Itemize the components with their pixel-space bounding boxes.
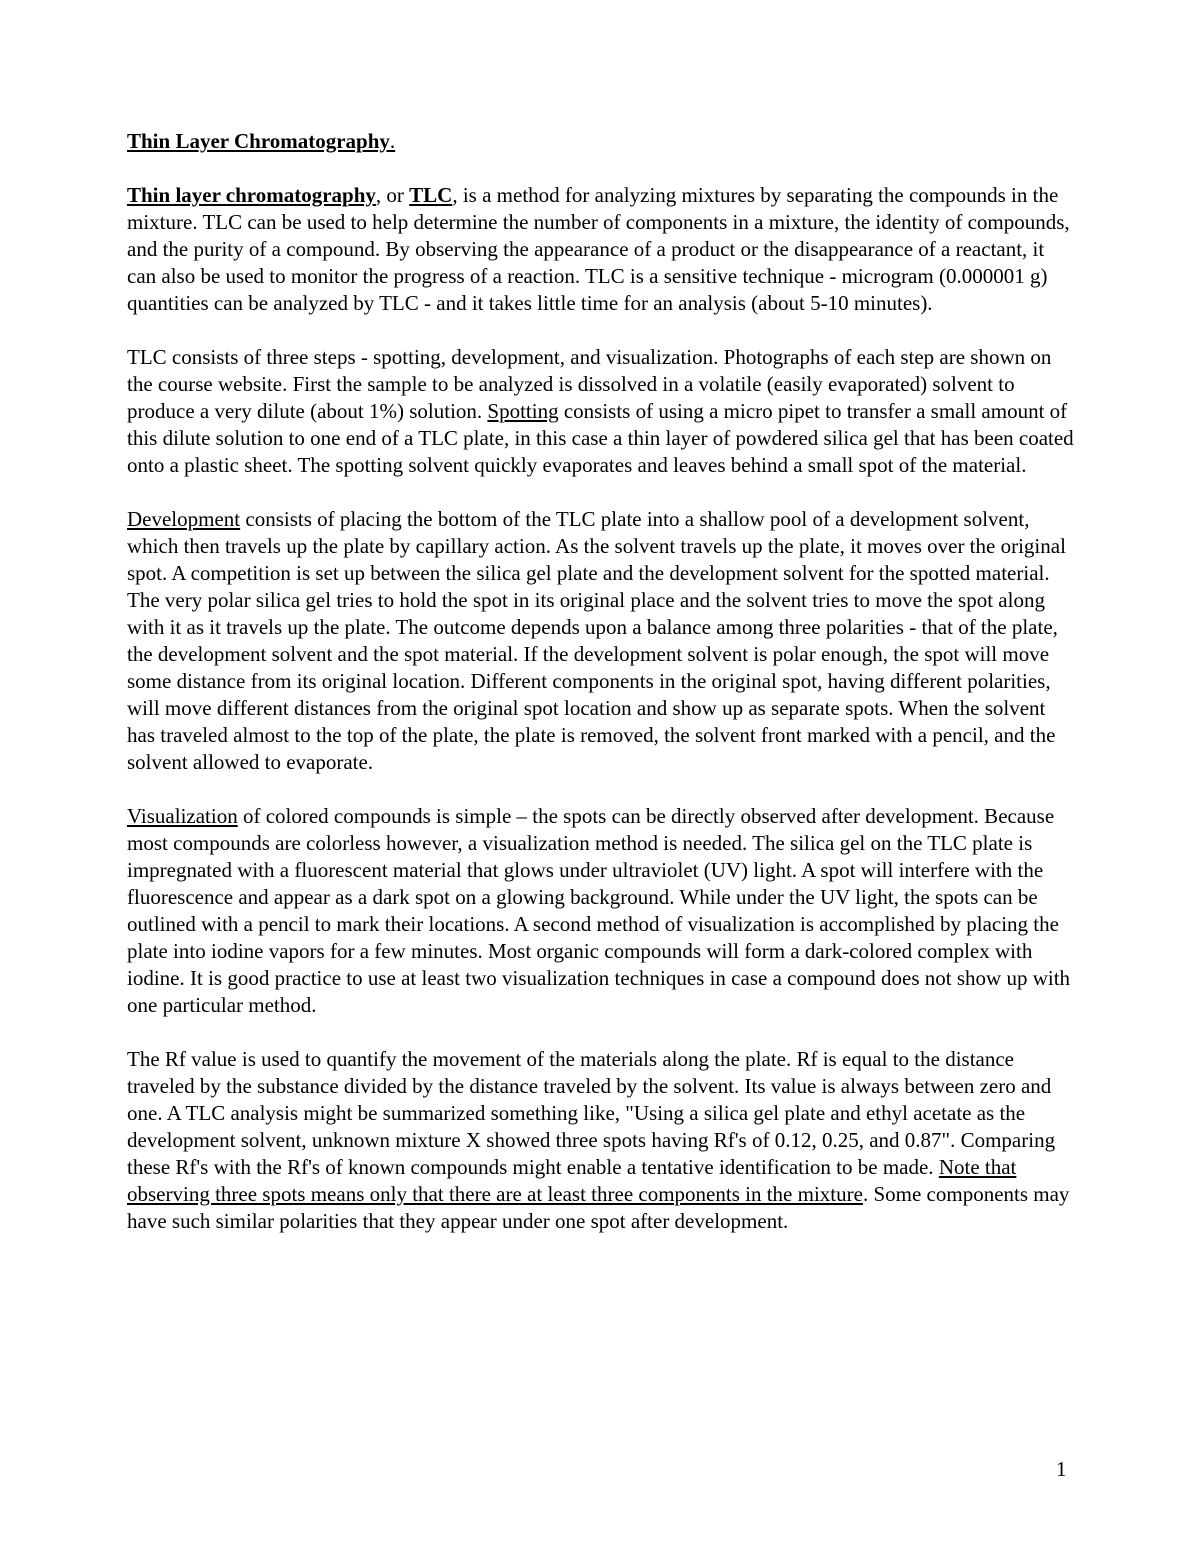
- paragraph-rf-value: [127, 1046, 1077, 1235]
- paragraph-intro: [127, 182, 1077, 317]
- intro-text: , is a method for analyzing mixtures by separating the compounds in the mixture. TLC can be used to help determine the number of components in a mixture, the identity of compounds, and the purity of a compound. By observing the appearance of a product or the disappearance of a reactant, it can also be used to monitor the progress of a reaction. TLC is a sensitive technique - microgram (0.000001 g) quantities can be analyzed by TLC - and it takes little time for an analysis (about 5-10 minutes).: [127, 183, 1070, 315]
- paragraph-visualization: [127, 803, 1077, 1019]
- document-page: [127, 128, 1077, 1262]
- page-number: 1: [1056, 1457, 1067, 1481]
- title-text: Thin Layer Chromatography: [127, 129, 390, 153]
- rf-text-before: The Rf value is used to quantify the movement of the materials along the plate. Rf is equal to the distance traveled by the substance divided by the distance traveled by the solvent. Its value is always between zero and one. A TLC analysis might be summarized something like, "Using a silica gel plate and ethyl acetate as the development solvent, unknown mixture X showed three spots having Rf's of 0.12, 0.25, and 0.87". Comparing these Rf's with the Rf's of known compounds might enable a tentative identification to be made.: [127, 1047, 1056, 1179]
- visualization-text: of colored compounds is simple – the spots can be directly observed after development. Because most compounds are colorless however, a visualization method is needed. The silica gel on the TLC plate is impregnated with a fluorescent material that glows under ultraviolet (UV) light. A spot will interfere with the fluorescence and appear as a dark spot on a glowing background. While under the UV light, the spots can be outlined with a pencil to mark their locations. A second method of visualization is accomplished by placing the plate into iodine vapors for a few minutes. Most organic compounds will form a dark-colored complex with iodine. It is good practice to use at least two visualization techniques in case a compound does not show up with one particular method.: [127, 804, 1071, 1017]
- paragraph-development: [127, 506, 1077, 776]
- term-separator: , or: [375, 183, 410, 207]
- term-tlc: TLC: [409, 183, 453, 207]
- title-period: .: [389, 129, 396, 153]
- page-title: [127, 128, 1077, 155]
- term-thin-layer-chromatography: Thin layer chromatography: [127, 183, 376, 207]
- rf-text-after: . Some components may have such similar polarities that they appear under one spot after development.: [127, 1182, 1070, 1233]
- term-spotting: Spotting: [487, 399, 559, 423]
- term-visualization: Visualization: [127, 804, 238, 828]
- paragraph-steps: [127, 344, 1077, 479]
- term-development: Development: [127, 507, 241, 531]
- steps-text-before: TLC consists of three steps - spotting, development, and visualization. Photographs of each step are shown on the course website. First the sample to be analyzed is dissolved in a volatile (easily evaporated) solvent to produce a very dilute (about 1%) solution.: [127, 345, 1052, 423]
- rf-underlined-note: Note that observing three spots means only that there are at least three components in the mixture: [127, 1155, 1017, 1206]
- development-text: consists of placing the bottom of the TLC plate into a shallow pool of a development solvent, which then travels up the plate by capillary action. As the solvent travels up the plate, it moves over the original spot. A competition is set up between the silica gel plate and the development solvent for the spotted material. The very polar silica gel tries to hold the spot in its original place and the solvent tries to move the spot along with it as it travels up the plate. The outcome depends upon a balance among three polarities - that of the plate, the development solvent and the spot material. If the development solvent is polar enough, the spot will move some distance from its original location. Different components in the original spot, having different polarities, will move different distances from the original spot location and show up as separate spots. When the solvent has traveled almost to the top of the plate, the plate is removed, the solvent front marked with a pencil, and the solvent allowed to evaporate.: [127, 507, 1066, 774]
- steps-text-after: consists of using a micro pipet to transfer a small amount of this dilute solution to one end of a TLC plate, in this case a thin layer of powdered silica gel that has been coated onto a plastic sheet. The spotting solvent quickly evaporates and leaves behind a small spot of the material.: [127, 399, 1074, 477]
